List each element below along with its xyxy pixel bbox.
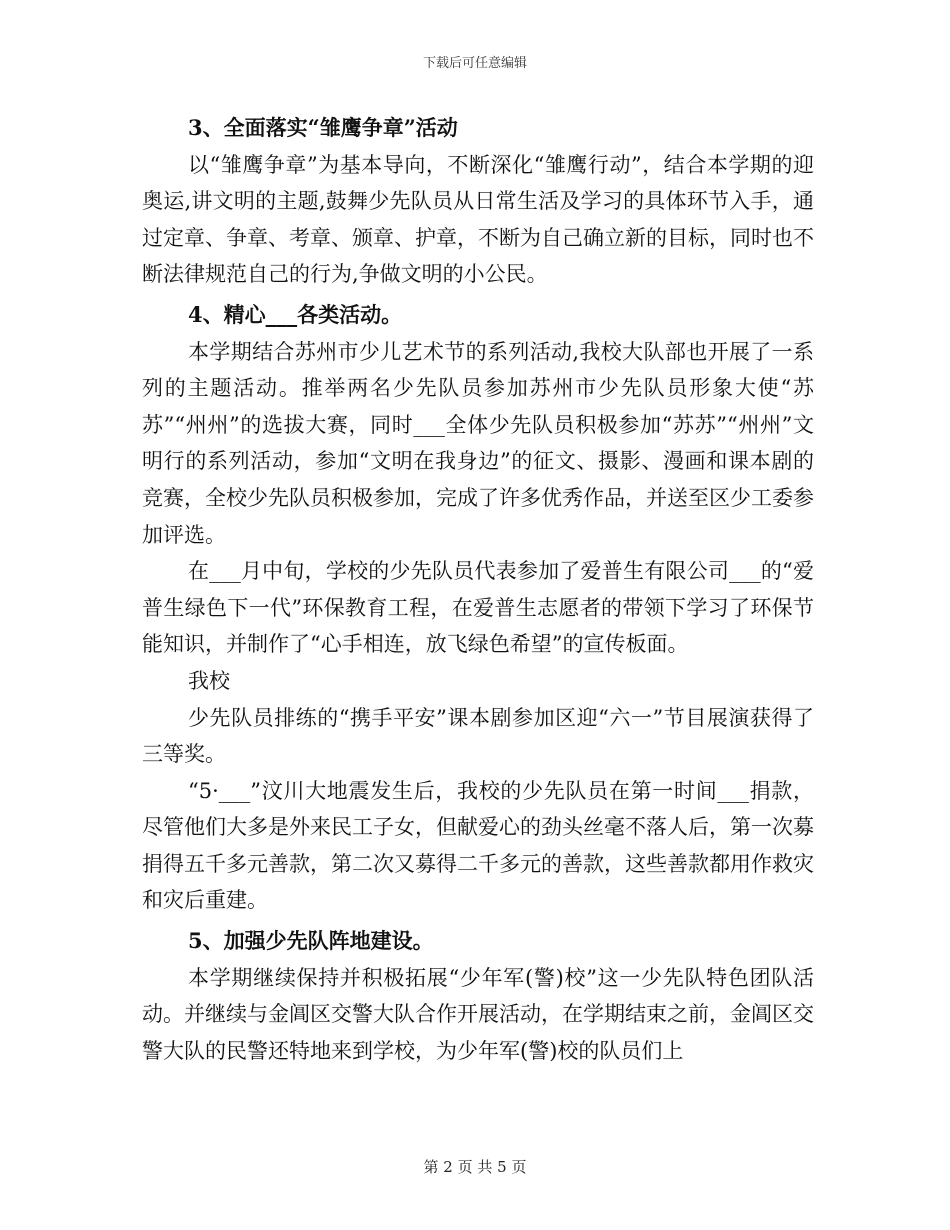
section-heading: 3、全面落实“雏鹰争章”活动: [188, 115, 458, 140]
paragraph: 我校: [188, 668, 230, 693]
section-heading: 4、精心___各类活动。: [188, 301, 403, 327]
paragraph: 本学期继续保持并积极拓展“少年军(警)校”这一少先队特色团队活动。并继续与金阊区交警大队合作开展活动，在学期结束之前，金阊区交警大队的民警还特地来到学校，为少年军(警)校的队员们上: [142, 965, 814, 1063]
paragraph: 少先队员排练的“携手平安”课本剧参加区迎“六一”节目展演获得了三等奖。: [142, 705, 814, 767]
document-body: [142, 110, 814, 1069]
section-heading: 5、加强少先队阵地建设。: [188, 928, 434, 954]
page-header: 下载后可任意编辑: [422, 56, 527, 71]
page-footer: 第 2 页 共 5 页: [423, 1158, 527, 1176]
paragraph: 在___月中旬，学校的少先队员代表参加了爱普生有限公司___的“爱普生绿色下一代”环保教育工程，在爱普生志愿者的带领下学习了环保节能知识，并制作了“心手相连，放飞绿色希望”的宣传板面。: [142, 559, 814, 657]
paragraph: 本学期结合苏州市少儿艺术节的系列活动,我校大队部也开展了一系列的主题活动。推举两名少先队员参加苏州市少先队员形象大使“苏苏”“州州”的选拔大赛，同时___全体少先队员积极参加“苏苏”“州州”文明行的系列活动，参加“文明在我身边”的征文、摄影、漫画和课本剧的竞赛，全校少先队员积极参加，完成了许多优秀作品，并送至区少工委参加评选。: [142, 339, 814, 547]
paragraph: “5·___”汶川大地震发生后，我校的少先队员在第一时间___捐款，尽管他们大多是外来民工子女，但献爱心的劲头丝毫不落人后，第一次募捐得五千多元善款，第二次又募得二千多元的善款，这些善款都用作救灾和灾后重建。: [142, 778, 814, 913]
paragraph: 以“雏鹰争章”为基本导向，不断深化“雏鹰行动”，结合本学期的迎奥运,讲文明的主题,鼓舞少先队员从日常生活及学习的具体环节入手，通过定章、争章、考章、颁章、护章，不断为自己确立新的目标，同时也不断法律规范自己的行为,争做文明的小公民。: [142, 152, 814, 287]
